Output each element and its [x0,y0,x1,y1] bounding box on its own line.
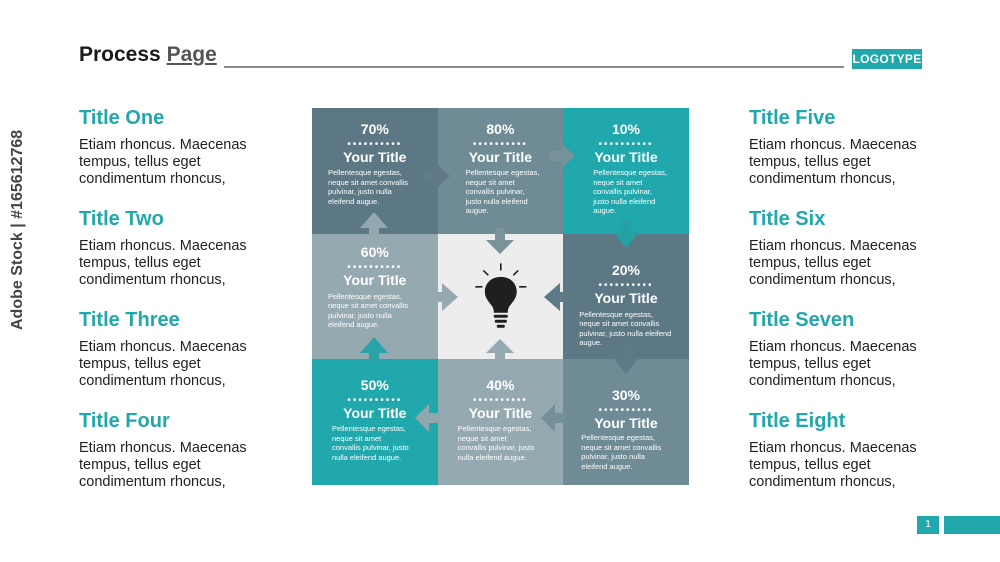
dotted-divider: •••••••••• [472,395,528,407]
grid-cell-40 [438,359,564,485]
cell-text: Pellentesque egestas, neque sit amet convallis pulvinar, justo nulla eleifend augue. [332,424,409,462]
left-item-2 [79,207,279,289]
dotted-divider: •••••••••• [472,139,528,150]
page-title-main: Process [79,43,161,66]
cell-text: Pellentesque egestas, neque sit amet convallis pulvinar, justo nulla eleifend augue. [328,291,409,330]
process-grid [312,108,689,485]
cell-title: Your Title [468,149,533,165]
left-item-body: Etiam rhoncus. Maecenas tempus, tellus eget condimentum rhoncus, [79,137,247,187]
cell-percent: 30% [611,387,640,404]
cell-title: Your Title [594,415,658,432]
page-title [79,43,217,67]
dotted-divider: •••••••••• [598,139,654,150]
right-item-6 [749,207,949,289]
left-item-3 [79,308,279,390]
grid-cell-70 [312,108,438,234]
cell-text: Pellentesque egestas, neque sit amet convallis pulvinar, justo nulla eleifend augue. [593,168,667,215]
cell-percent: 20% [611,261,640,278]
right-item-body: Etiam rhoncus. Maecenas tempus, tellus eget condimentum rhoncus, [749,339,917,389]
lightbulb-icon [438,234,564,360]
stock-watermark: Adobe Stock | #165612768 [9,129,26,330]
right-item-7 [749,308,949,390]
right-item-body: Etiam rhoncus. Maecenas tempus, tellus eget condimentum rhoncus, [749,238,917,288]
dotted-divider: •••••••••• [598,279,654,291]
left-item-title: Title One [79,107,165,129]
cell-text: Pellentesque egestas, neque sit amet convallis pulvinar, justo nulla eleifend augue. [465,168,540,215]
left-item-body: Etiam rhoncus. Maecenas tempus, tellus eget condimentum rhoncus, [79,238,247,288]
right-item-title: Title Seven [749,309,855,331]
logotype: LOGOTYPE [852,49,922,69]
cell-title: Your Title [594,149,658,165]
cell-text: Pellentesque egestas, neque sit amet convallis pulvinar, justo nulla eleifend augue. [457,424,535,462]
header-divider [224,66,844,68]
cell-title: Your Title [468,405,533,422]
left-item-1 [79,106,279,188]
cell-title: Your Title [343,149,407,165]
left-item-4 [79,409,279,491]
grid-cell-30 [563,359,689,485]
dotted-divider: •••••••••• [347,261,403,273]
cell-percent: 80% [486,121,515,137]
dotted-divider: •••••••••• [598,405,654,417]
left-item-title: Title Four [79,410,170,432]
cell-title: Your Title [343,271,407,288]
right-item-title: Title Eight [749,410,846,432]
cell-percent: 60% [360,243,389,260]
right-item-body: Etiam rhoncus. Maecenas tempus, tellus eget condimentum rhoncus, [749,137,917,187]
cell-text: Pellentesque egestas, neque sit amet convallis pulvinar, justo nulla eleifend augue. [581,433,662,471]
cell-text: Pellentesque egestas, neque sit amet convallis pulvinar, justo nulla eleifend augue. [579,309,672,348]
cell-percent: 10% [611,121,640,137]
dotted-divider: •••••••••• [347,139,403,150]
cell-percent: 70% [360,121,389,137]
left-item-title: Title Three [79,309,180,331]
grid-cell-10 [563,108,689,234]
left-item-body: Etiam rhoncus. Maecenas tempus, tellus eget condimentum rhoncus, [79,440,247,490]
grid-cell-60 [312,234,438,360]
left-item-title: Title Two [79,208,164,230]
grid-cell-80 [438,108,564,234]
page-title-accent: Page [166,43,217,66]
right-item-8 [749,409,949,491]
footer-bar [944,516,1000,534]
cell-title: Your Title [594,289,658,306]
cell-percent: 40% [486,377,515,394]
right-item-title: Title Six [749,208,826,230]
cell-percent: 50% [360,377,389,394]
grid-center [438,234,564,360]
left-item-body: Etiam rhoncus. Maecenas tempus, tellus eget condimentum rhoncus, [79,339,247,389]
right-item-5 [749,106,949,188]
cell-title: Your Title [343,405,407,422]
cell-text: Pellentesque egestas, neque sit amet convallis pulvinar, justo nulla eleifend augue. [328,168,409,206]
dotted-divider: •••••••••• [347,395,403,407]
grid-cell-20 [563,234,689,360]
right-item-body: Etiam rhoncus. Maecenas tempus, tellus eget condimentum rhoncus, [749,440,917,490]
grid-cell-50 [312,359,438,485]
right-item-title: Title Five [749,107,836,129]
page-number: 1 [917,516,939,534]
